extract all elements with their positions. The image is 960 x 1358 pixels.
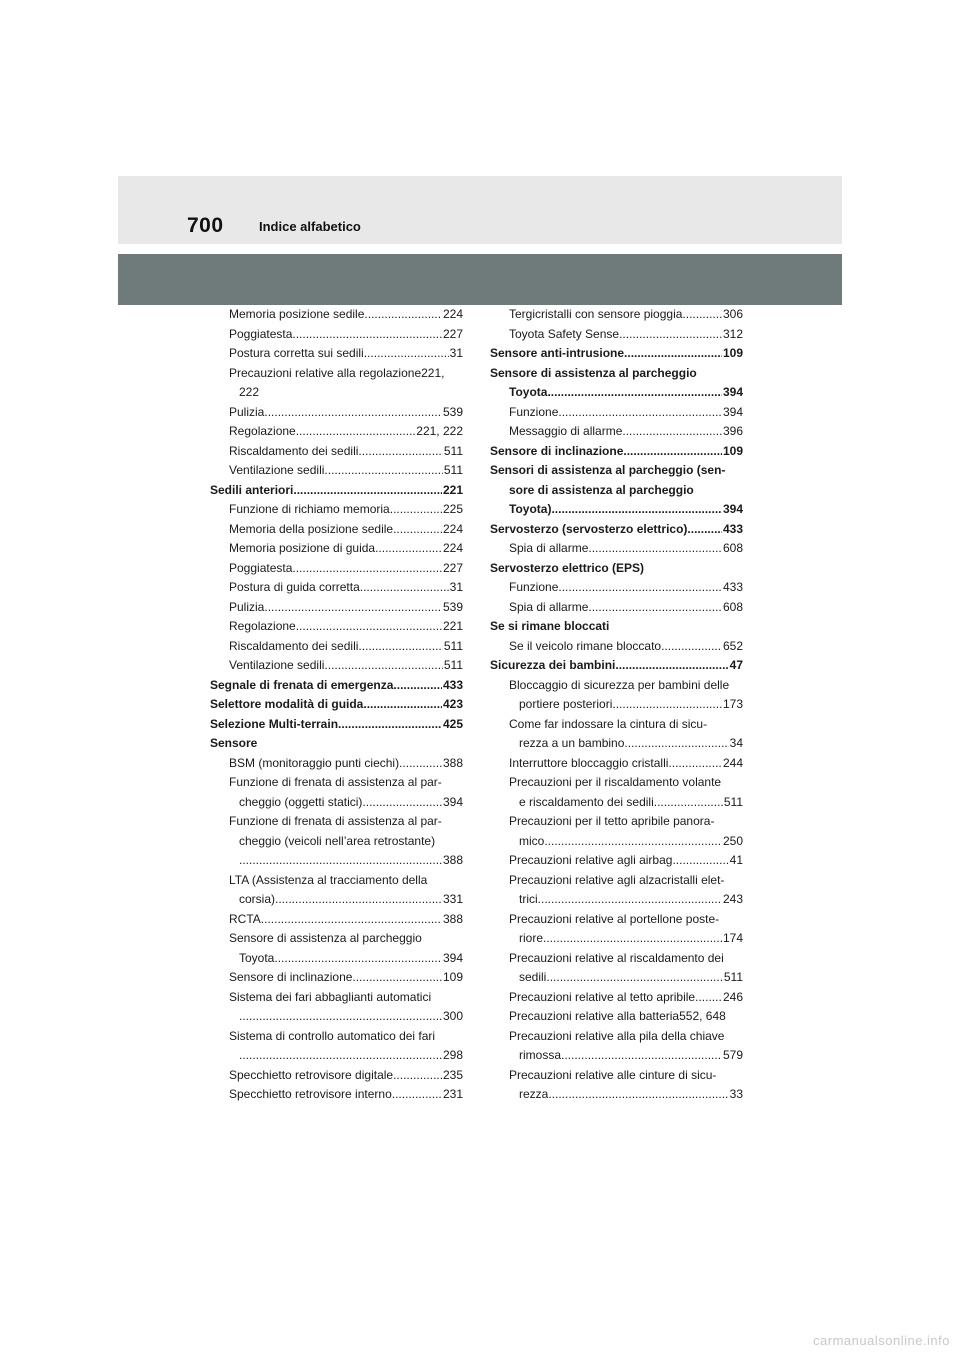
entry-page-number[interactable]: 388 [442, 853, 463, 867]
entry-label: Messaggio di allarme [509, 424, 623, 438]
index-entry [490, 442, 743, 462]
entry-label: riore [519, 931, 544, 945]
page-number: 700 [187, 214, 224, 237]
entry-label: Memoria posizione di guida [229, 541, 376, 555]
entry-label: Segnale di frenata di emergenza [210, 677, 394, 692]
entry-label: Selettore modalità di guida [210, 697, 364, 711]
dot-leader [612, 695, 722, 715]
dot-leader [292, 559, 442, 579]
dot-leader [538, 890, 722, 910]
index-column-right [490, 305, 743, 1105]
index-entry [490, 1066, 743, 1086]
entry-page-number[interactable]: 33 [729, 1087, 743, 1101]
dot-leader [622, 422, 722, 442]
index-entry [490, 676, 743, 696]
dot-leader [364, 344, 449, 364]
index-entry [210, 383, 463, 403]
dot-leader [362, 793, 442, 813]
entry-label: Toyota [509, 385, 548, 399]
index-column-left [210, 305, 463, 1105]
index-entry [210, 988, 463, 1008]
entry-label: Specchietto retrovisore interno [229, 1087, 392, 1101]
entry-label: Memoria della posizione sedile [229, 521, 394, 536]
entry-page-number[interactable]: 306 [722, 307, 743, 321]
entry-page-number[interactable]: 511 [443, 443, 463, 458]
index-entry [490, 481, 743, 501]
entry-label: Funzione [509, 580, 559, 594]
index-entry [490, 403, 743, 423]
index-entry [210, 598, 463, 618]
entry-page-number[interactable]: 511 [723, 970, 743, 984]
entry-label: Funzione [509, 404, 559, 419]
index-entry [490, 715, 743, 735]
entry-label: Se si rimane bloccati [490, 619, 610, 633]
index-entry [490, 871, 743, 891]
entry-page-number[interactable]: 41 [729, 853, 743, 867]
index-entry [490, 422, 743, 442]
entry-page-number[interactable]: 298 [442, 1048, 463, 1062]
entry-label: Pulizia [229, 599, 265, 614]
entry-page-number[interactable]: 31 [449, 580, 463, 594]
entry-label: Servosterzo elettrico (EPS) [490, 560, 645, 575]
dot-leader [546, 968, 723, 988]
dot-leader [558, 578, 722, 598]
dot-leader [358, 637, 442, 657]
entry-label: Memoria posizione sedile [229, 307, 365, 321]
index-entry [490, 383, 743, 403]
index-entry [210, 364, 463, 384]
index-entry [210, 871, 463, 891]
index-entry [210, 305, 463, 325]
index-entry [210, 1027, 463, 1047]
entry-page-number[interactable]: 652 [722, 638, 743, 653]
entry-label: Sedili anteriori [210, 482, 294, 497]
index-entry [490, 325, 743, 345]
dot-leader [393, 1066, 442, 1086]
index-entry [490, 637, 743, 657]
index-entry [490, 539, 743, 559]
index-entry [490, 851, 743, 871]
entry-label: rezza a un bambino [519, 736, 625, 750]
index-entry [490, 305, 743, 325]
entry-page-number[interactable]: 433 [722, 580, 743, 594]
index-entry [490, 929, 743, 949]
index-entry [210, 325, 463, 345]
entry-page-number[interactable]: 388 [442, 755, 463, 770]
index-entry [490, 364, 743, 384]
dot-leader [239, 1007, 442, 1027]
entry-page-number[interactable]: 235 [442, 1067, 463, 1082]
dot-leader [296, 617, 442, 637]
entry-label: Poggiatesta [229, 560, 293, 575]
dot-leader [239, 1046, 442, 1066]
entry-label: trici [519, 892, 538, 906]
entry-label: 222 [239, 385, 260, 399]
entry-label: Sistema dei fari abbaglianti automatici [229, 989, 432, 1004]
entry-label: Sensore di inclinazione [229, 970, 353, 984]
dot-leader [393, 520, 442, 540]
dot-leader [296, 422, 416, 442]
entry-page-number[interactable]: 394 [722, 385, 743, 399]
dot-leader [668, 754, 722, 774]
dot-leader [547, 383, 722, 403]
entry-page-number[interactable]: 224 [442, 307, 463, 321]
entry-label: corsia) [239, 892, 276, 906]
index-entry [210, 617, 463, 637]
entry-label: Funzione di richiamo memoria [229, 502, 390, 516]
entry-page-number[interactable]: 224 [442, 521, 463, 536]
entry-page-number[interactable]: 394 [442, 950, 463, 965]
index-entry [210, 676, 463, 696]
dot-leader [654, 793, 723, 813]
index-entry [490, 968, 743, 988]
index-entry [210, 481, 463, 501]
entry-page-number[interactable]: 511 [443, 463, 463, 477]
dot-leader [543, 929, 722, 949]
entry-label: Ventilazione sedili [229, 658, 325, 672]
entry-page-number[interactable]: 300 [442, 1009, 463, 1023]
index-entry [210, 715, 463, 735]
entry-page-number[interactable]: 539 [442, 599, 463, 614]
index-entry [490, 793, 743, 813]
entry-label: Funzione di frenata di assistenza al par- [229, 775, 442, 789]
index-entry [490, 1046, 743, 1066]
entry-label: Specchietto retrovisore digitale [229, 1067, 394, 1082]
entry-label: Sistema di controllo automatico dei fari [229, 1028, 436, 1043]
dot-leader [338, 715, 442, 735]
entry-label: Selezione Multi-terrain [210, 716, 339, 731]
section-tab-band [118, 254, 842, 305]
dot-leader [624, 344, 722, 364]
dot-leader [264, 598, 442, 618]
index-entry [210, 1085, 463, 1105]
index-entry [490, 656, 743, 676]
entry-label: Sensore di assistenza al parcheggio [229, 931, 422, 945]
entry-page-number[interactable]: 396 [722, 424, 743, 438]
entry-label: Sensore di assistenza al parcheggio [490, 365, 697, 380]
index-entry [210, 832, 463, 852]
entry-page-number[interactable]: 394 [722, 404, 743, 419]
entry-label: Precauzioni per il tetto apribile panora- [509, 814, 715, 828]
entry-label: cheggio (veicoli nell’area retrostante) [239, 833, 436, 848]
index-entry [210, 793, 463, 813]
index-entry [490, 949, 743, 969]
index-entry [210, 890, 463, 910]
index-entry [210, 344, 463, 364]
index-entry [210, 656, 463, 676]
index-entry [490, 832, 743, 852]
dot-leader [544, 832, 722, 852]
index-entry [210, 1007, 463, 1027]
index-entry [210, 578, 463, 598]
entry-label: Precauzioni relative agli alzacristalli elet- [509, 872, 725, 887]
index-entry [490, 559, 743, 579]
index-entry [210, 929, 463, 949]
entry-label: sore di assistenza al parcheggio [509, 482, 694, 497]
entry-label: Regolazione [229, 619, 296, 633]
entry-page-number[interactable]: 246 [722, 989, 743, 1004]
index-entry [210, 1066, 463, 1086]
entry-label: Precauzioni relative al tetto apribile [509, 989, 696, 1004]
entry-label: Toyota Safety Sense [509, 326, 620, 341]
dot-leader [687, 520, 722, 540]
dot-leader [661, 637, 722, 657]
index-entry [210, 403, 463, 423]
index-entry [210, 851, 463, 871]
index-entry [210, 1046, 463, 1066]
entry-page-number[interactable]: 579 [722, 1048, 743, 1062]
entry-page-number[interactable]: 31 [449, 346, 463, 360]
entry-label: Interruttore bloccaggio cristalli [509, 755, 669, 770]
entry-label: mico [519, 833, 545, 848]
entry-label: Pulizia [229, 404, 265, 419]
entry-page-number[interactable]: 224 [442, 541, 463, 555]
entry-label: Precauzioni relative al riscaldamento dei [509, 950, 724, 965]
index-entry [210, 812, 463, 832]
entry-label: Sensori di assistenza al parcheggio (sen- [490, 463, 726, 477]
entry-label: Precauzioni relative alla batteria552, 648 [509, 1009, 726, 1023]
entry-label: sedili [519, 970, 547, 984]
entry-label: LTA (Assistenza al tracciamento della [229, 872, 428, 887]
dot-leader [558, 403, 722, 423]
dot-leader [619, 325, 722, 345]
entry-label: Sicurezza dei bambini [490, 658, 616, 672]
dot-leader [375, 539, 442, 559]
entry-page-number[interactable]: 394 [442, 794, 463, 809]
entry-label: portiere posteriori [519, 697, 613, 711]
entry-page-number[interactable]: 221 [442, 619, 463, 633]
dot-leader [695, 988, 722, 1008]
dot-leader [551, 500, 722, 520]
dot-leader [393, 676, 442, 696]
entry-label: Sensore di inclinazione [490, 443, 624, 458]
entry-page-number[interactable]: 433 [722, 521, 743, 536]
entry-page-number[interactable]: 227 [442, 326, 463, 341]
entry-page-number[interactable]: 511 [443, 638, 463, 653]
entry-page-number[interactable]: 608 [722, 541, 743, 555]
dot-leader [352, 968, 442, 988]
dot-leader [399, 754, 442, 774]
index-entry [490, 617, 743, 637]
entry-page-number[interactable]: 331 [442, 892, 463, 906]
entry-label: Riscaldamento dei sedili [229, 638, 359, 653]
index-entry [490, 754, 743, 774]
dot-leader [324, 461, 442, 481]
entry-label: Riscaldamento dei sedili [229, 443, 359, 458]
dot-leader [274, 949, 442, 969]
dot-leader [364, 305, 442, 325]
index-entry [490, 890, 743, 910]
entry-page-number[interactable]: 225 [442, 502, 463, 516]
entry-page-number[interactable]: 47 [729, 658, 743, 672]
entry-label: Regolazione [229, 424, 296, 438]
entry-page-number[interactable]: 539 [442, 404, 463, 419]
entry-page-number[interactable]: 433 [442, 677, 463, 692]
entry-page-number[interactable]: 221 [442, 482, 463, 497]
index-entry [490, 578, 743, 598]
index-entry [490, 988, 743, 1008]
dot-leader [392, 1085, 442, 1105]
index-entry [490, 461, 743, 481]
entry-label: Come far indossare la cintura di sicu- [509, 716, 708, 731]
index-entry [210, 910, 463, 930]
entry-label: rimossa [519, 1048, 562, 1062]
entry-label: Precauzioni relative alla regolazione221, [229, 365, 445, 380]
entry-page-number[interactable]: 109 [722, 346, 743, 360]
index-entry [210, 734, 463, 754]
entry-page-number[interactable]: 173 [722, 697, 743, 711]
entry-label: Sensore [210, 736, 258, 750]
dot-leader [623, 442, 722, 462]
entry-page-number[interactable]: 388 [442, 911, 463, 926]
dot-leader [672, 851, 728, 871]
entry-label: Postura corretta sui sedili [229, 346, 364, 360]
entry-label: Precauzioni relative alle cinture di sicu- [509, 1067, 717, 1082]
entry-label: Spia di allarme [509, 599, 589, 614]
entry-label: Bloccaggio di sicurezza per bambini delle [509, 677, 730, 692]
index-entry [210, 559, 463, 579]
entry-label: Servosterzo (servosterzo elettrico) [490, 521, 688, 536]
dot-leader [390, 500, 442, 520]
entry-label: Tergicristalli con sensore pioggia [509, 307, 683, 321]
dot-leader [239, 851, 442, 871]
entry-page-number[interactable]: 231 [442, 1087, 463, 1101]
dot-leader [624, 734, 728, 754]
entry-page-number[interactable]: 250 [722, 833, 743, 848]
dot-leader [615, 656, 728, 676]
entry-label: rezza [519, 1087, 549, 1101]
dot-leader [588, 539, 722, 559]
entry-label: Toyota) [509, 502, 552, 516]
entry-page-number[interactable]: 109 [722, 443, 743, 458]
dot-leader [275, 890, 442, 910]
entry-page-number[interactable]: 394 [722, 502, 743, 516]
dot-leader [360, 578, 449, 598]
index-entry [490, 344, 743, 364]
entry-page-number[interactable]: 34 [729, 736, 743, 750]
entry-page-number[interactable]: 221, 222 [416, 424, 463, 438]
header-band [118, 176, 842, 244]
entry-page-number[interactable]: 511 [723, 794, 743, 809]
entry-label: Precauzioni relative al portellone poste- [509, 911, 720, 926]
index-entry [490, 1085, 743, 1105]
entry-label: Precauzioni relative agli airbag [509, 853, 673, 867]
entry-label: BSM (monitoraggio punti ciechi) [229, 755, 400, 770]
entry-label: Postura di guida corretta [229, 580, 360, 594]
entry-page-number[interactable]: 312 [722, 326, 743, 341]
dot-leader [548, 1085, 728, 1105]
entry-label: cheggio (oggetti statici) [239, 794, 363, 809]
dot-leader [292, 325, 442, 345]
index-entry [490, 695, 743, 715]
entry-page-number[interactable]: 511 [443, 658, 463, 672]
index-entry [210, 520, 463, 540]
dot-leader [358, 442, 442, 462]
index-entry [210, 968, 463, 988]
watermark-text: carmanualsonline.info [813, 1333, 950, 1348]
entry-label: Se il veicolo rimane bloccato [509, 638, 662, 653]
index-entry [210, 695, 463, 715]
dot-leader [264, 403, 442, 423]
index-entry [490, 734, 743, 754]
entry-label: Funzione di frenata di assistenza al par- [229, 814, 442, 828]
entry-page-number[interactable]: 425 [442, 716, 463, 731]
index-entry [490, 1007, 743, 1027]
entry-label: Sensore anti-intrusione [490, 346, 625, 360]
index-entry [490, 598, 743, 618]
entry-label: RCTA [229, 911, 261, 926]
entry-page-number[interactable]: 244 [722, 755, 743, 770]
dot-leader [293, 481, 442, 501]
index-entry [490, 812, 743, 832]
entry-page-number[interactable]: 423 [442, 697, 463, 711]
entry-page-number[interactable]: 109 [442, 970, 463, 984]
index-entry [210, 422, 463, 442]
index-entry [490, 1027, 743, 1047]
index-entry [210, 500, 463, 520]
entry-label: e riscaldamento dei sedili [519, 794, 654, 809]
index-entry [490, 910, 743, 930]
entry-label: Poggiatesta [229, 326, 293, 341]
index-entry [490, 520, 743, 540]
entry-label: Precauzioni relative alla pila della chiave [509, 1028, 725, 1043]
entry-page-number[interactable]: 243 [722, 892, 743, 906]
index-entry [210, 637, 463, 657]
entry-label: Precauzioni per il riscaldamento volante [509, 775, 722, 789]
dot-leader [682, 305, 722, 325]
entry-page-number[interactable]: 608 [722, 599, 743, 614]
dot-leader [561, 1046, 722, 1066]
dot-leader [324, 656, 442, 676]
dot-leader [588, 598, 722, 618]
index-entry [210, 773, 463, 793]
index-entry [490, 500, 743, 520]
entry-label: Ventilazione sedili [229, 463, 325, 477]
dot-leader [261, 910, 442, 930]
index-entry [210, 754, 463, 774]
entry-label: Toyota [239, 950, 275, 965]
index-entry [210, 461, 463, 481]
entry-label: Spia di allarme [509, 541, 589, 555]
index-entry [210, 442, 463, 462]
index-entry [210, 949, 463, 969]
entry-page-number[interactable]: 174 [722, 931, 743, 945]
section-title: Indice alfabetico [259, 219, 361, 234]
index-entry [490, 773, 743, 793]
entry-page-number[interactable]: 227 [442, 560, 463, 575]
dot-leader [363, 695, 442, 715]
index-entry [210, 539, 463, 559]
